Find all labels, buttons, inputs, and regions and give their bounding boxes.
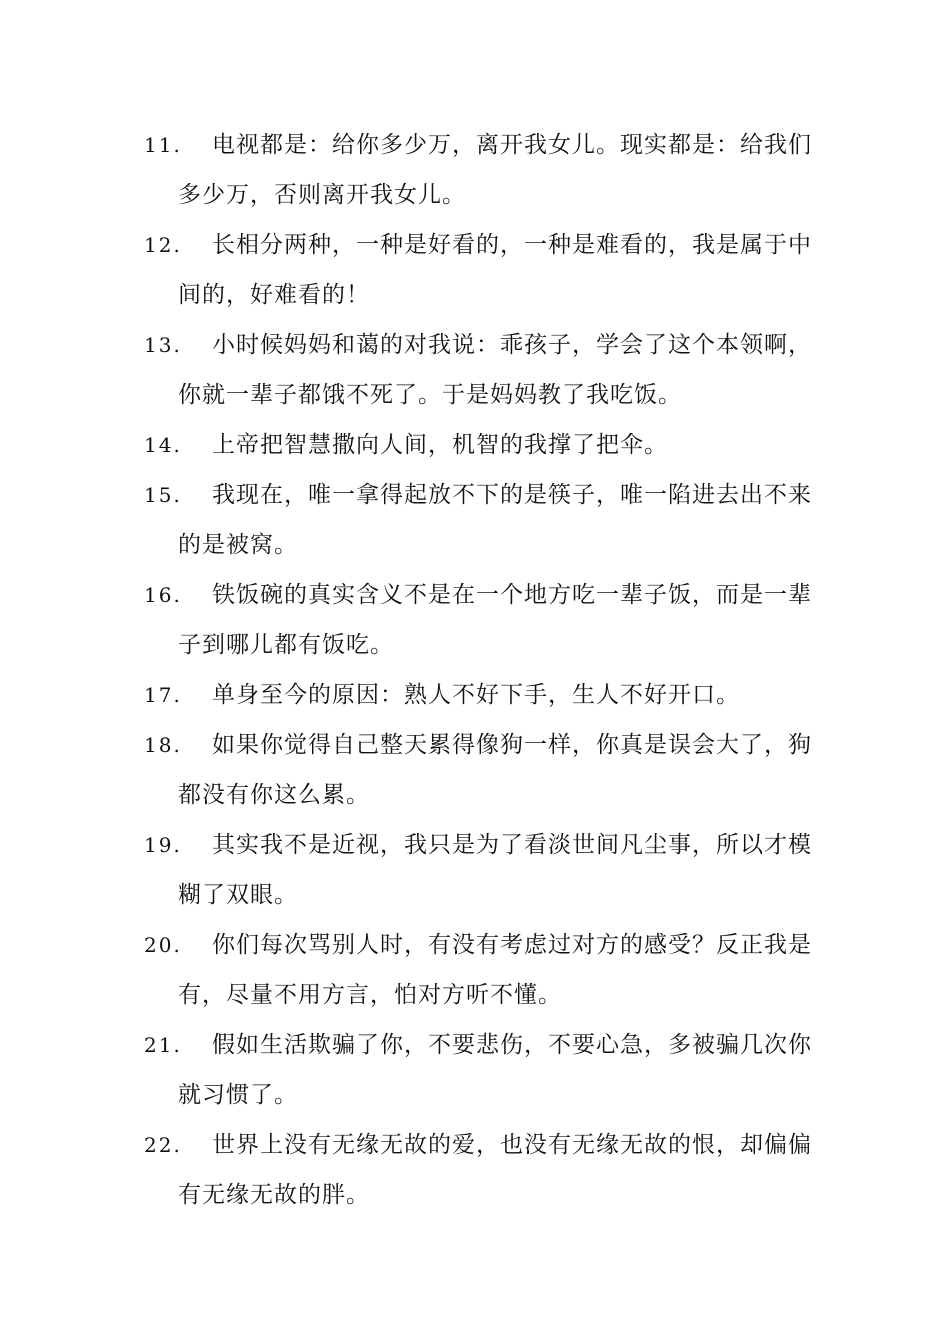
item-line-continued: 就习惯了。: [178, 1082, 298, 1108]
item-text: [178, 820, 814, 920]
list-item: [144, 670, 814, 720]
list-item: [144, 120, 814, 220]
item-line-continued: 多少万，否则离开我女儿。: [178, 182, 466, 208]
item-line-first: 长相分两种，一种是好看的，一种是难看的，我是属于中: [212, 232, 812, 258]
list-item: [144, 720, 814, 820]
list-item: [144, 320, 814, 420]
item-line-continued: 有无缘无故的胖。: [178, 1182, 370, 1208]
item-line-continued: 间的，好难看的！: [178, 282, 370, 308]
item-number: 21.: [144, 1033, 182, 1057]
item-line-continued: 子到哪儿都有饭吃。: [178, 632, 394, 658]
item-line-first: 电视都是：给你多少万，离开我女儿。现实都是：给我们: [212, 132, 812, 158]
item-number: 11.: [144, 133, 182, 157]
item-text: [178, 470, 814, 570]
list-item: [144, 420, 814, 470]
item-number: 13.: [144, 333, 182, 357]
list-item: [144, 220, 814, 320]
item-text: [212, 670, 814, 720]
item-number: 12.: [144, 233, 182, 257]
item-number: 14.: [144, 433, 182, 457]
item-line-first: 世界上没有无缘无故的爱，也没有无缘无故的恨，却偏偏: [212, 1132, 812, 1158]
item-line-continued: 你就一辈子都饿不死了。于是妈妈教了我吃饭。: [178, 382, 682, 408]
item-number: 15.: [144, 483, 182, 507]
item-text: [178, 1020, 814, 1120]
list-item: [144, 820, 814, 920]
item-line-continued: 有，尽量不用方言，怕对方听不懂。: [178, 982, 562, 1008]
item-text: [178, 720, 814, 820]
item-line-continued: 都没有你这么累。: [178, 782, 370, 808]
item-line-continued: 糊了双眼。: [178, 882, 298, 908]
item-text: [178, 220, 814, 320]
item-line-first: 铁饭碗的真实含义不是在一个地方吃一辈子饭，而是一辈: [212, 582, 812, 608]
item-number: 22.: [144, 1133, 182, 1157]
item-text: [178, 320, 814, 420]
list-item: [144, 470, 814, 570]
list-item: [144, 1020, 814, 1120]
item-number: 19.: [144, 833, 182, 857]
item-number: 16.: [144, 583, 182, 607]
numbered-list: [144, 120, 814, 1220]
item-line-continued: 的是被窝。: [178, 532, 298, 558]
item-text: [178, 920, 814, 1020]
item-line-first: 单身至今的原因：熟人不好下手，生人不好开口。: [212, 682, 740, 708]
item-line-first: 其实我不是近视，我只是为了看淡世间凡尘事，所以才模: [212, 832, 812, 858]
item-line-first: 假如生活欺骗了你，不要悲伤，不要心急，多被骗几次你: [212, 1032, 812, 1058]
item-text: [178, 120, 814, 220]
item-line-first: 小时候妈妈和蔼的对我说：乖孩子，学会了这个本领啊，: [212, 332, 812, 358]
item-line-first: 你们每次骂别人时，有没有考虑过对方的感受？反正我是: [212, 932, 812, 958]
item-line-first: 如果你觉得自己整天累得像狗一样，你真是误会大了，狗: [212, 732, 812, 758]
list-item: [144, 570, 814, 670]
item-number: 18.: [144, 733, 182, 757]
item-number: 17.: [144, 683, 182, 707]
list-item: [144, 1120, 814, 1220]
item-text: [178, 1120, 814, 1220]
item-line-first: 我现在，唯一拿得起放不下的是筷子，唯一陷进去出不来: [212, 482, 812, 508]
item-number: 20.: [144, 933, 182, 957]
item-line-first: 上帝把智慧撒向人间，机智的我撑了把伞。: [212, 432, 668, 458]
list-item: [144, 920, 814, 1020]
item-text: [178, 570, 814, 670]
item-text: [212, 420, 814, 470]
